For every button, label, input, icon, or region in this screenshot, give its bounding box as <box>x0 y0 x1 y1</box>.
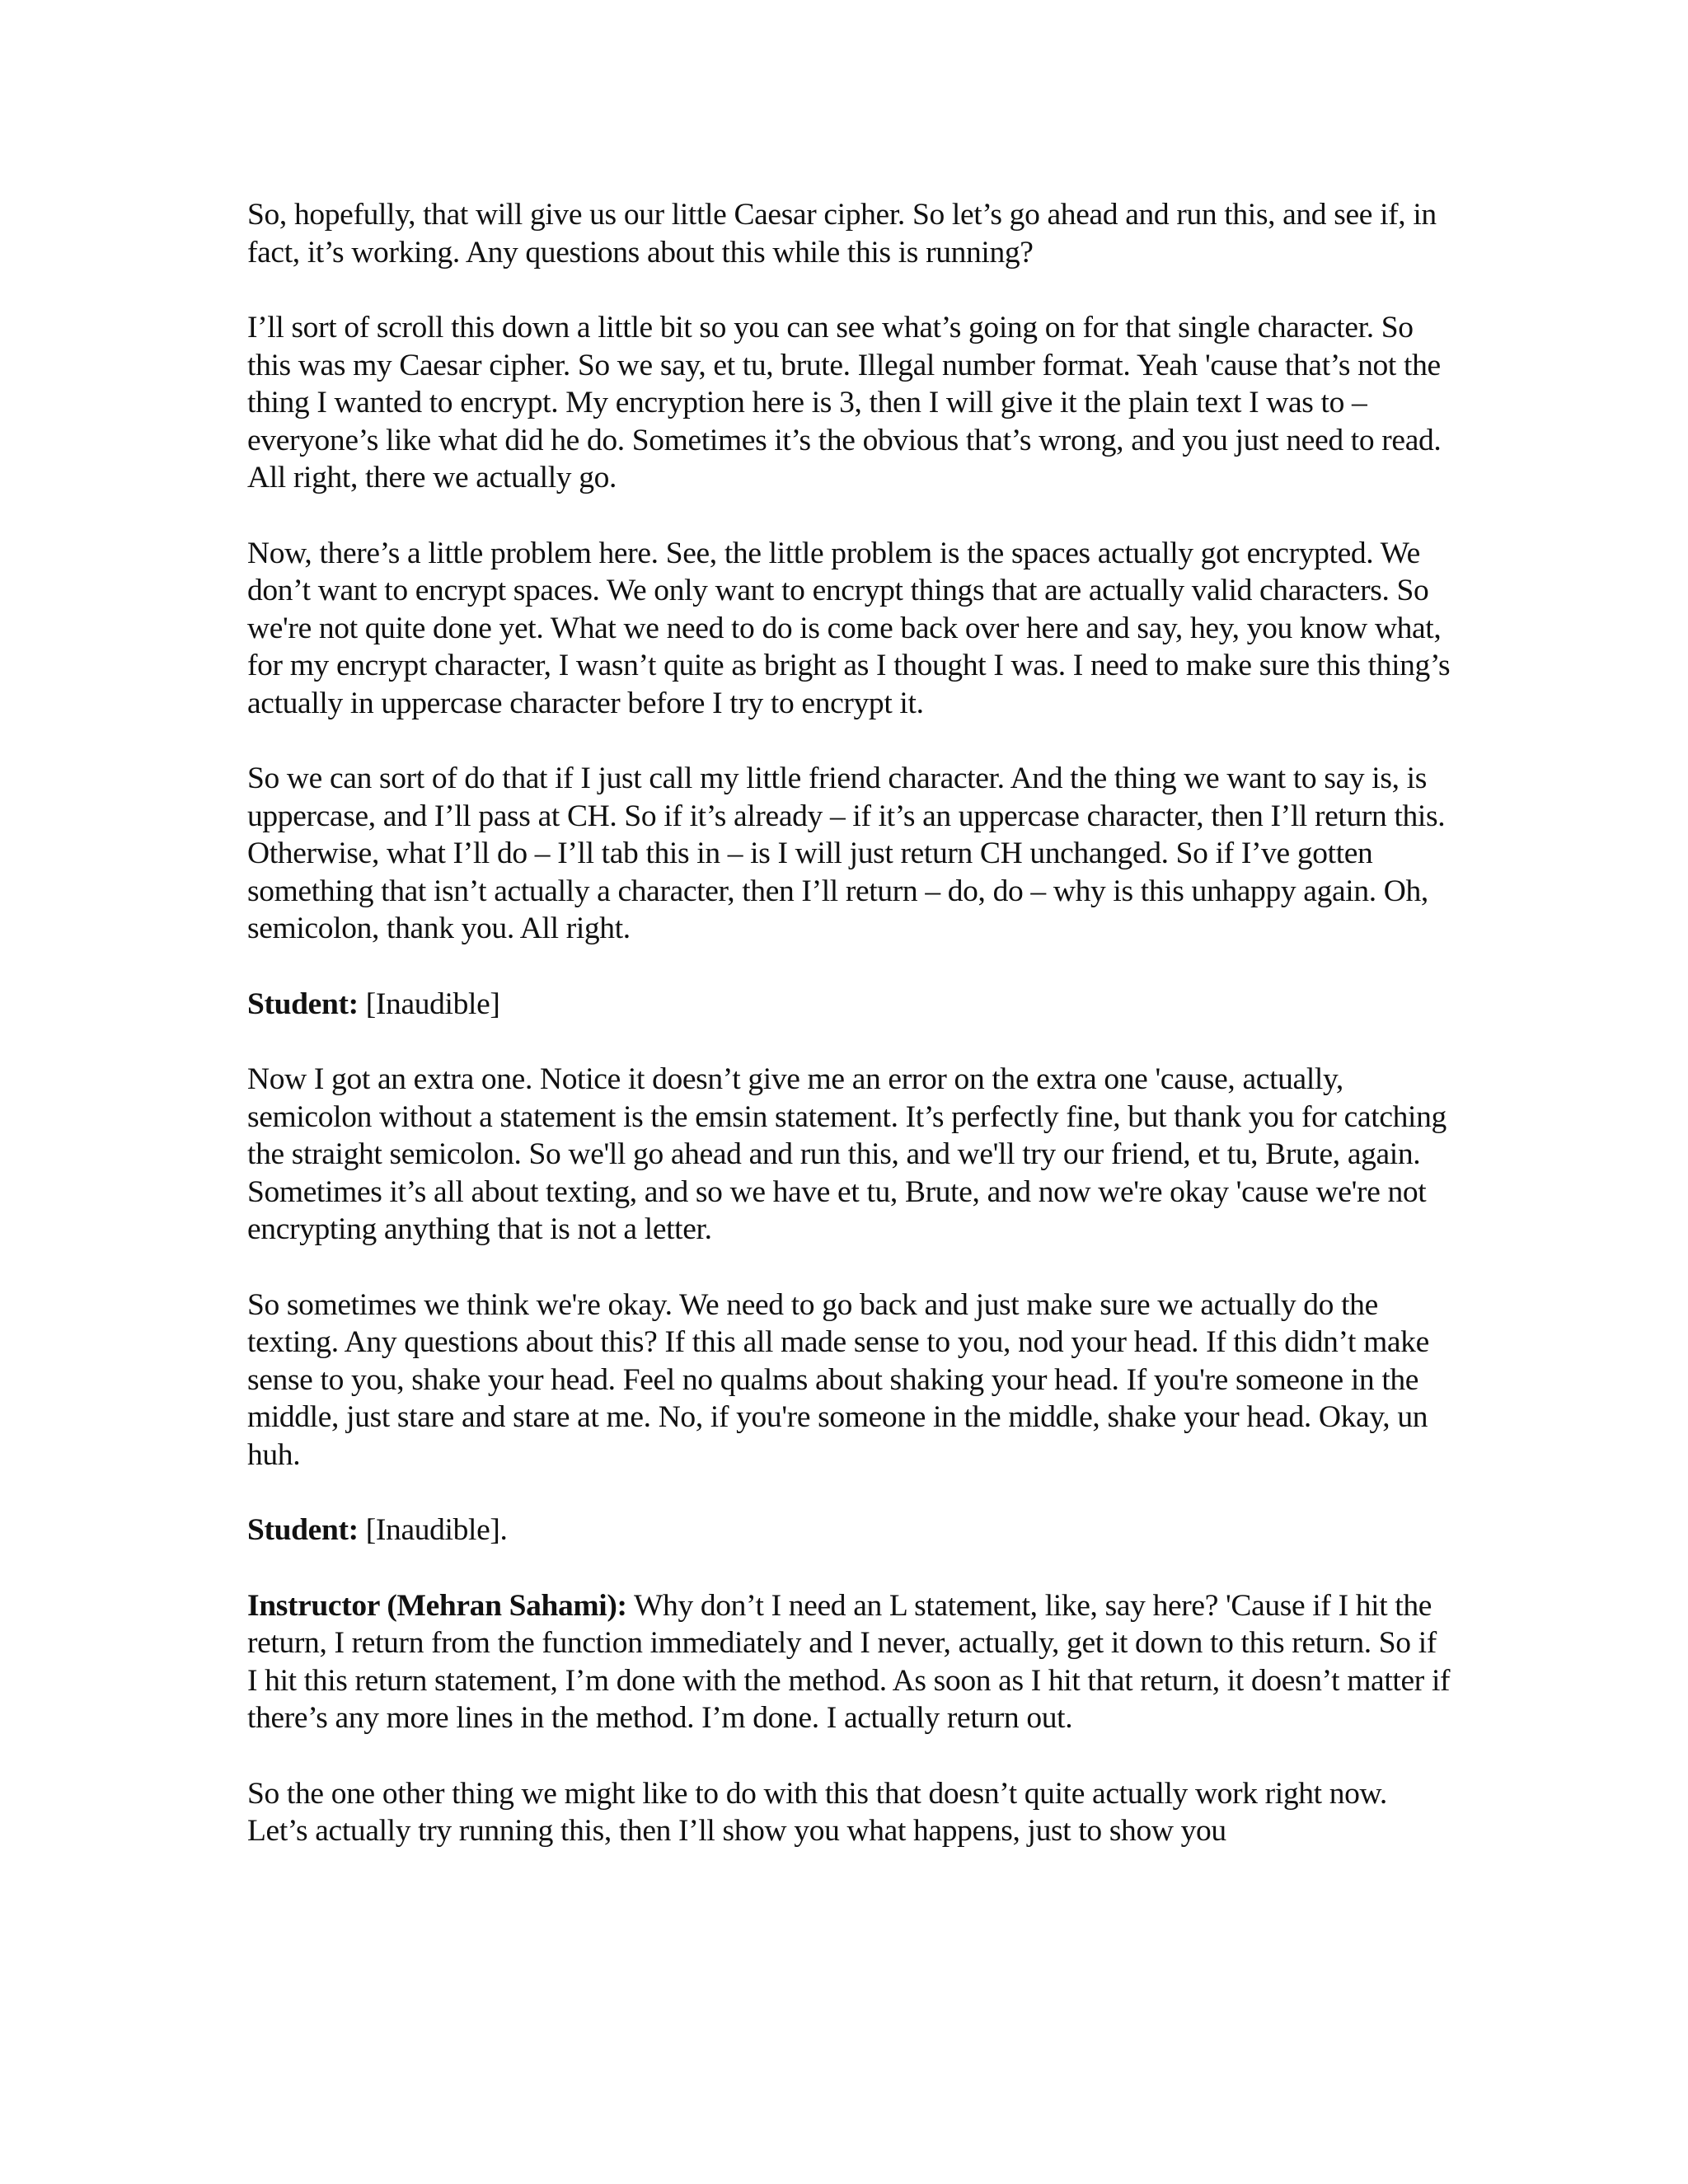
paragraph-text: Why don’t I need an L statement, like, say here? 'Cause if I hit the return, I return from the function immediately and I never, actually, get it down to this return. So if I hit this return statement, I’m done with the method. As soon as I hit that return, it doesn’t matter if there’s any more lines in the method. I’m done. I actually return out. <box>247 1588 1451 1735</box>
paragraph <box>247 196 1451 271</box>
paragraph-text: So the one other thing we might like to do with this that doesn’t quite actually work right now. Let’s actually try running this, then I’ll show you what happens, just to show you <box>247 1776 1387 1848</box>
paragraph-text: Now I got an extra one. Notice it doesn’t give me an error on the extra one 'cause, actually, semicolon without a statement is the emsin statement. It’s perfectly fine, but thank you for catching the straight semicolon. So we'll go ahead and run this, and we'll try our friend, et tu, Brute, again. Sometimes it’s all about texting, and so we have et tu, Brute, and now we're okay 'cause we're not encrypting anything that is not a letter. <box>247 1062 1447 1246</box>
paragraph-text: I’ll sort of scroll this down a little bit so you can see what’s going on for that single character. So this was my Caesar cipher. So we say, et tu, brute. Illegal number format. Yeah 'cause that’s not the thing I wanted to encrypt. My encryption here is 3, then I will give it the plain text I was to – everyone’s like what did he do. Sometimes it’s the obvious that’s wrong, and you just need to read. All right, there we actually go. <box>247 311 1442 494</box>
paragraph <box>247 1061 1451 1249</box>
speaker-label: Instructor (Mehran Sahami): <box>247 1588 627 1623</box>
paragraph <box>247 1511 1451 1549</box>
paragraph <box>247 535 1451 723</box>
paragraph-text: So sometimes we think we're okay. We need to go back and just make sure we actually do the texting. Any questions about this? If this all made sense to you, nod your head. If this didn’t make sense to you, shake your head. Feel no qualms about shaking your head. If you're someone in the middle, just stare and stare at me. No, if you're someone in the middle, shake your head. Okay, un huh. <box>247 1287 1429 1472</box>
paragraph <box>247 1286 1451 1474</box>
paragraph-text: [Inaudible]. <box>365 1513 508 1547</box>
paragraph-text: So, hopefully, that will give us our little Caesar cipher. So let’s go ahead and run this, and see if, in fact, it’s working. Any questions about this while this is running? <box>247 198 1437 269</box>
paragraph-text: [Inaudible] <box>365 987 500 1021</box>
transcript-page <box>247 196 1451 1888</box>
paragraph <box>247 1775 1451 1850</box>
paragraph <box>247 309 1451 497</box>
paragraph-text: So we can sort of do that if I just call my little friend character. And the thing we want to say is, is uppercase, and I’ll pass at CH. So if it’s already – if it’s an uppercase character, then I’ll return this. Otherwise, what I’ll do – I’ll tab this in – is I will just return CH unchanged. So if I’ve gotten something that isn’t actually a character, then I’ll return – do, do – why is this unhappy again. Oh, semicolon, thank you. All right. <box>247 762 1446 945</box>
speaker-label: Student: <box>247 987 359 1021</box>
paragraph <box>247 986 1451 1024</box>
paragraph-text: Now, there’s a little problem here. See, the little problem is the spaces actually got encrypted. We don’t want to encrypt spaces. We only want to encrypt things that are actually valid characters. So we're not quite done yet. What we need to do is come back over here and say, hey, you know what, for my encrypt character, I wasn’t quite as bright as I thought I was. I need to make sure this thing’s actually in uppercase character before I try to encrypt it. <box>247 536 1451 720</box>
paragraph <box>247 760 1451 948</box>
speaker-label: Student: <box>247 1513 359 1547</box>
paragraph <box>247 1587 1451 1737</box>
